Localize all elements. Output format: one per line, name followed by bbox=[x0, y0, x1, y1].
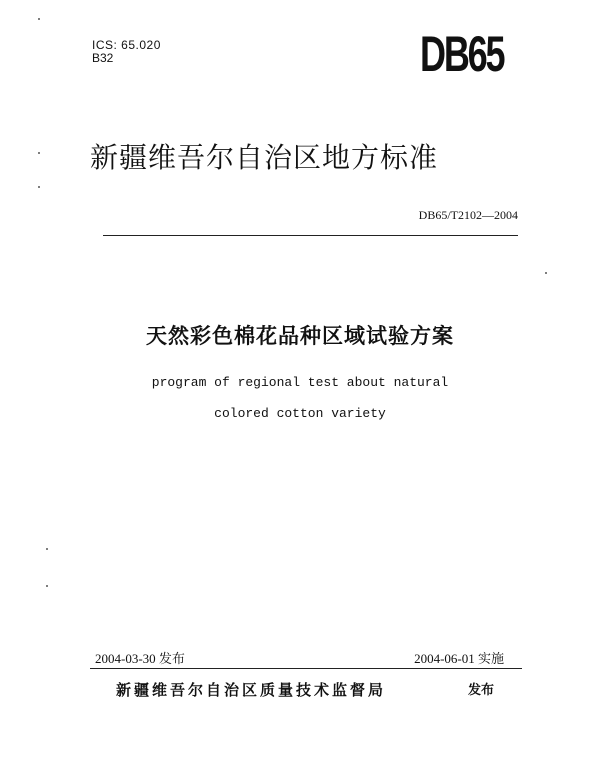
footer-divider bbox=[90, 668, 522, 669]
document-title-en-line1: program of regional test about natural bbox=[151, 375, 449, 390]
scan-speck bbox=[545, 272, 547, 274]
scan-speck bbox=[38, 186, 40, 188]
standard-title: 新疆维吾尔自治区地方标准 bbox=[90, 141, 439, 174]
scan-speck bbox=[46, 585, 48, 587]
document-title-en-line2: colored cotton variety bbox=[214, 406, 386, 421]
implement-date: 2004-06-01 实施 bbox=[414, 651, 504, 666]
scan-speck bbox=[38, 18, 40, 20]
ics-code: ICS: 65.020 bbox=[92, 38, 161, 52]
ccs-code: B32 bbox=[92, 51, 114, 65]
issuer-name: 新疆维吾尔自治区质量技术监督局 bbox=[116, 681, 387, 699]
header-divider bbox=[103, 235, 518, 236]
standard-number: DB65/T2102—2004 bbox=[418, 208, 518, 222]
scan-speck bbox=[46, 548, 48, 550]
document-title-cn: 天然彩色棉花品种区域试验方案 bbox=[146, 324, 454, 348]
db65-logo: DB65 bbox=[420, 26, 504, 82]
publish-date: 2004-03-30 发布 bbox=[95, 651, 185, 666]
scan-speck bbox=[38, 152, 40, 154]
issuer-suffix: 发布 bbox=[468, 683, 495, 698]
